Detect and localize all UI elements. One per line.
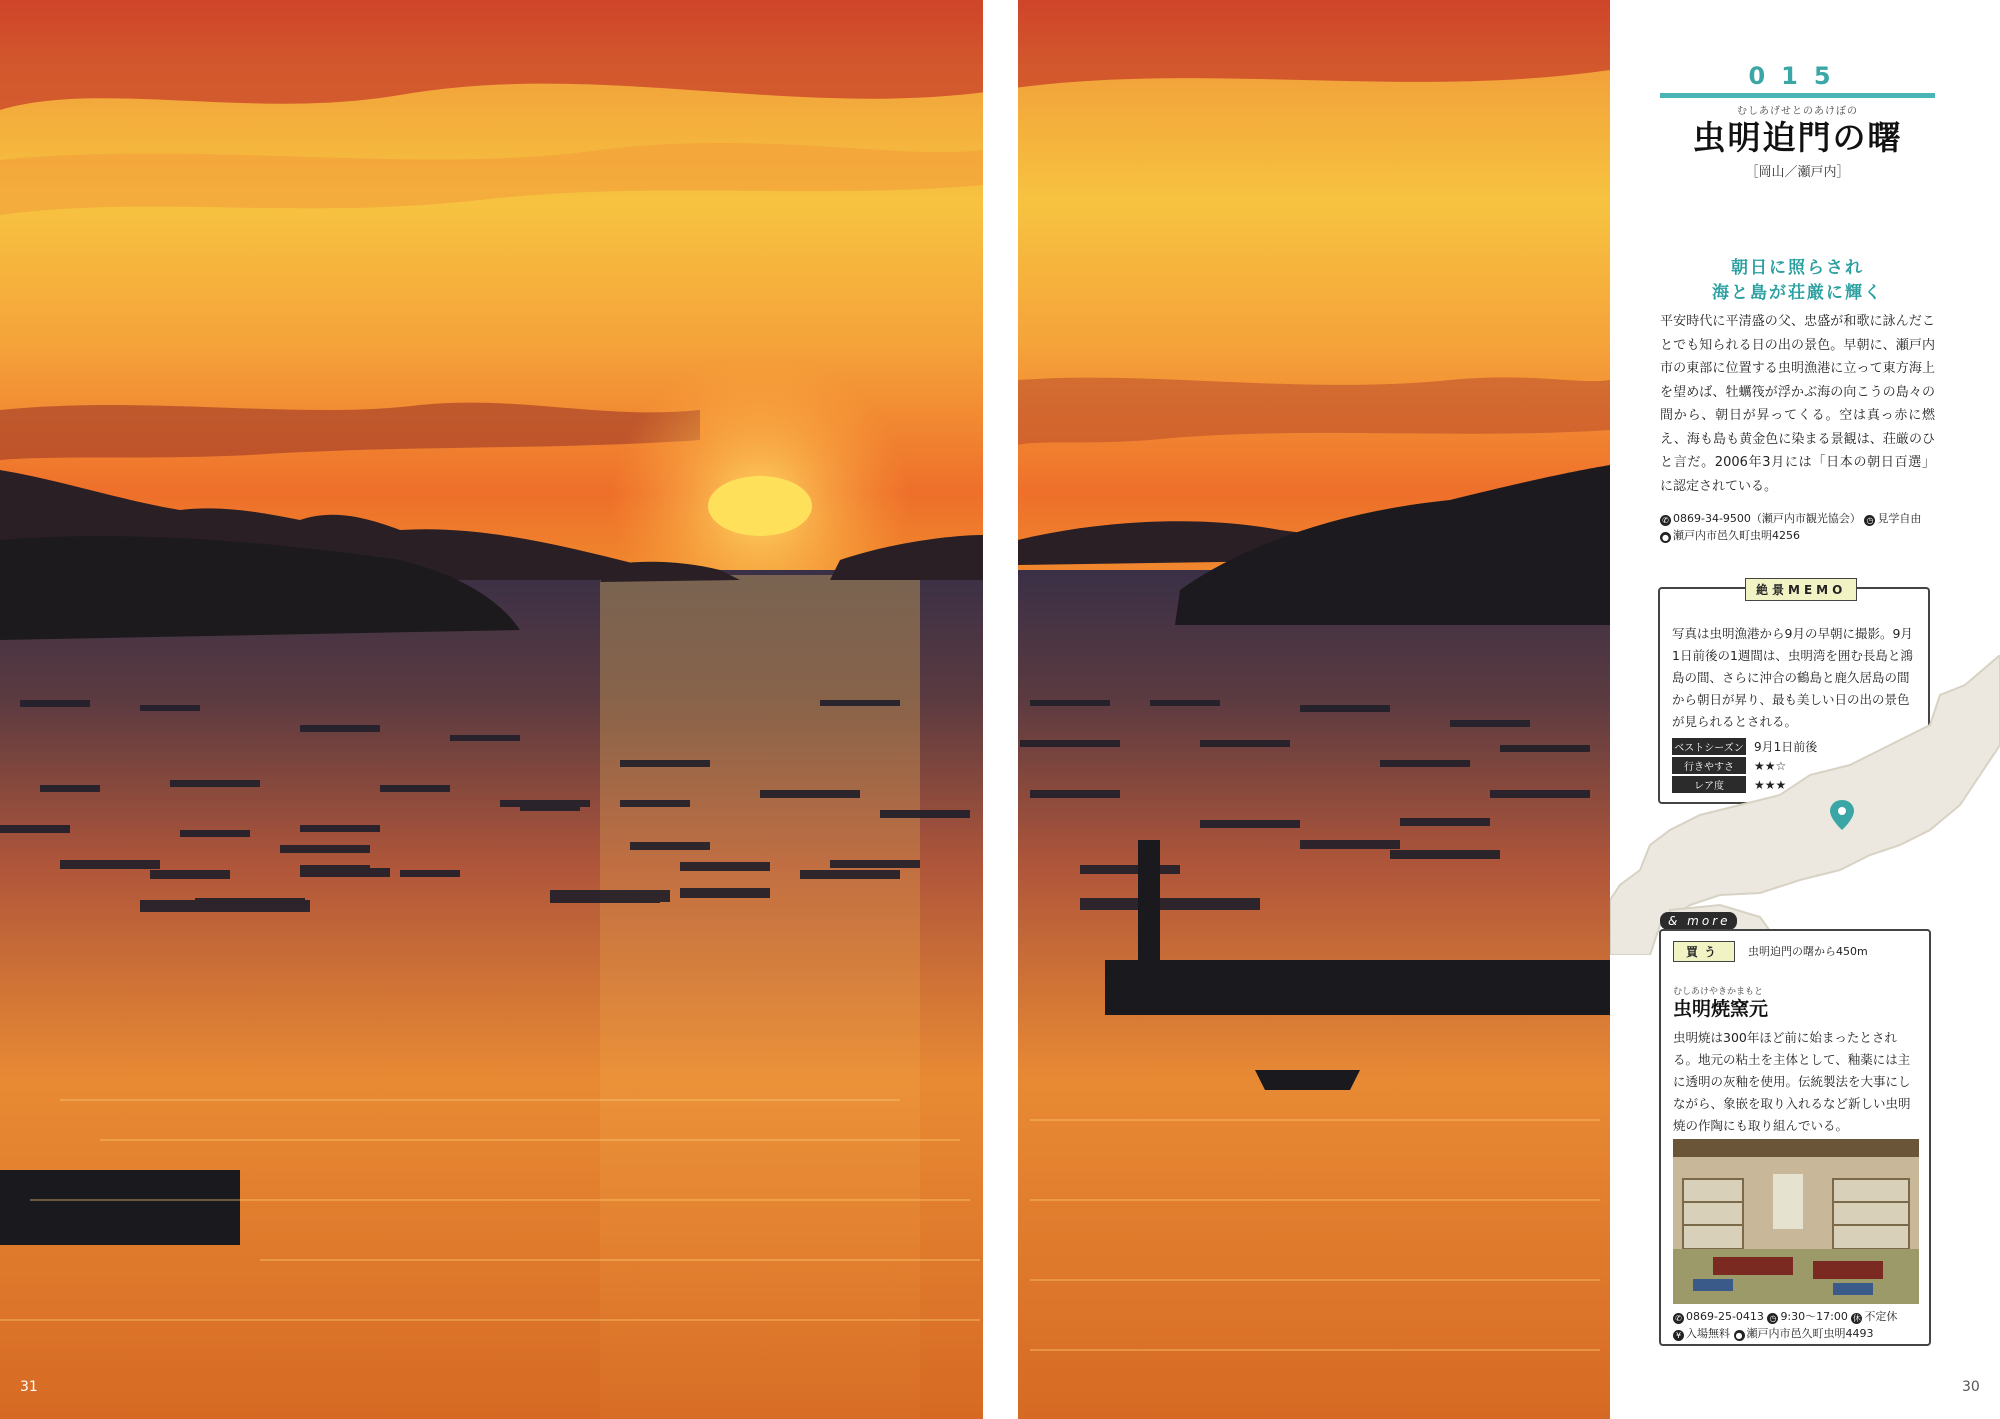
shop-info [1673, 1308, 1923, 1342]
shop-text: 虫明焼は300年ほど前に始まったとされる。地元の粘土を主体として、釉薬には主に透明の灰釉を使用。伝統製法を大事にしながら、象嵌を取り入れるなど新しい虫明焼の作陶にも取り組んでいる。 [1673, 1030, 1911, 1133]
more-tag: & more [1660, 912, 1737, 930]
shop-photo [1673, 1139, 1919, 1304]
spot-address: 瀬戸内市邑久町虫明4256 [1673, 529, 1800, 542]
clock-icon: ◷ [1767, 1313, 1778, 1324]
spot-number: 015 [1748, 62, 1847, 90]
location-map [1610, 655, 2000, 955]
lead-line-1: 朝日に照らされ [1731, 258, 1864, 278]
region-label: ［岡山／瀬戸内］ [1745, 165, 1850, 180]
title-rule [1660, 93, 1935, 98]
shop-closed: 不定休 [1864, 1310, 1898, 1323]
location-icon: ● [1734, 1330, 1745, 1341]
lead-line-2: 海と島が荘厳に輝く [1712, 283, 1883, 303]
location-icon: ● [1660, 532, 1671, 543]
rating-label: 行きやすさ [1672, 757, 1746, 774]
memo-text: 写真は虫明漁港から9月の早朝に撮影。9月1日前後の1週間は、虫明湾を囲む長島と鴻島の間、さらに沖合の鶴島と鹿久居島の間から朝日が昇り、最も美しい日の出の景色が見られるとされる。 [1672, 626, 1913, 729]
lead-heading [1660, 256, 1935, 306]
shop-name: 虫明焼窯元 [1673, 998, 1769, 1020]
page-title: 虫明迫門の曙 [1692, 118, 1903, 157]
phone-icon: ✆ [1673, 1313, 1684, 1324]
shop-photo-graphic [1673, 1139, 1919, 1304]
page-gutter [983, 0, 1018, 1419]
page-number-left: 31 [20, 1379, 38, 1395]
memo-tag: 絶景MEMO [1745, 578, 1857, 601]
shop-hours: 9:30～17:00 [1780, 1310, 1848, 1323]
buy-tag: 買う [1673, 941, 1735, 962]
spot-phone: 0869-34-9500（瀬戸内市観光協会） [1673, 512, 1861, 525]
buy-distance: 虫明迫門の曙から450m [1748, 945, 1868, 958]
rating-label: ベストシーズン [1672, 738, 1746, 755]
ticket-icon: ¥ [1673, 1330, 1684, 1341]
shop-address: 瀬戸内市邑久町虫明4493 [1746, 1327, 1874, 1340]
shop-reading: むしあけやきかまもと [1673, 987, 1764, 997]
shop-phone: 0869-25-0413 [1686, 1310, 1764, 1323]
more-box [1659, 929, 1931, 1346]
more-tag-label: more [1687, 914, 1731, 928]
closed-icon: 休 [1852, 1314, 1861, 1323]
page-number-right: 30 [1962, 1379, 1980, 1395]
spot-visit: 見学自由 [1877, 512, 1922, 525]
spot-info [1660, 510, 1960, 544]
clock-icon: ◷ [1864, 515, 1875, 526]
phone-icon: ✆ [1660, 515, 1671, 526]
shop-fee: 入場無料 [1686, 1327, 1730, 1340]
title-reading: むしあげせとのあけぼの [1737, 106, 1858, 117]
rating-value: ★★☆ [1754, 759, 1787, 773]
rating-value: 9月1日前後 [1754, 740, 1818, 754]
body-text: 平安時代に平清盛の父、忠盛が和歌に詠んだことでも知られる日の出の景色。早朝に、瀬戸内市の東部に位置する虫明漁港に立って東方海上を望めば、牡蠣筏が浮かぶ海の向こうの島々の間から、朝日が昇ってくる。空は真っ赤に燃え、海も島も黄金色に染まる景観は、荘厳のひと言だ。2006年3月には「日本の朝日百選」に認定されている。 [1660, 314, 1935, 494]
rating-value: ★★★ [1754, 778, 1787, 792]
rating-label: レア度 [1672, 776, 1746, 793]
location-map-graphic [1610, 655, 2000, 955]
